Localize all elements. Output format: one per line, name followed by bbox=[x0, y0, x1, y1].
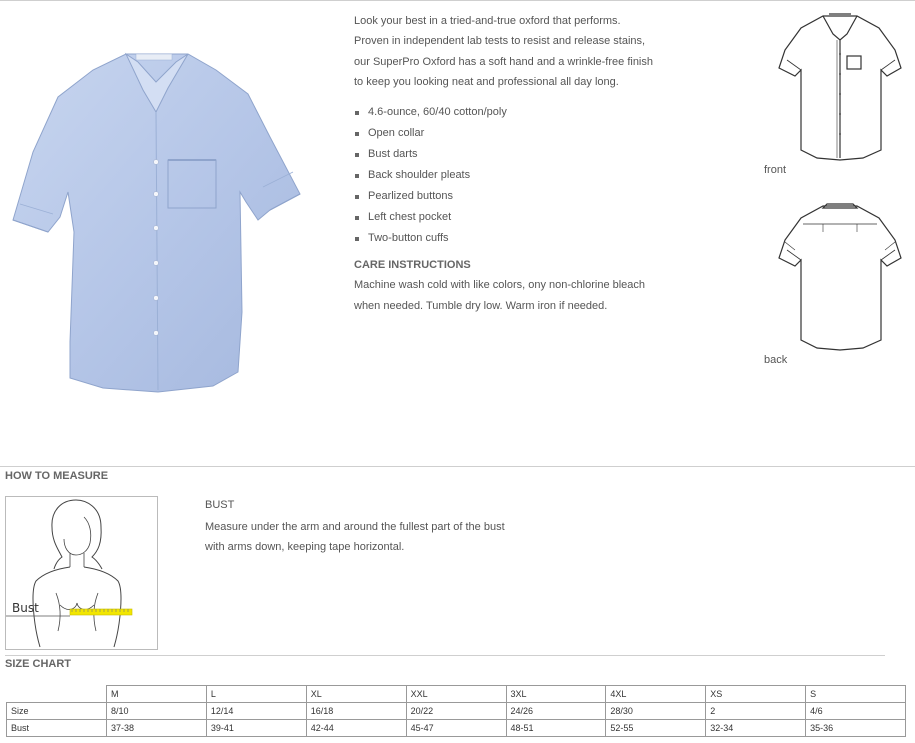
table-cell: 42-44 bbox=[306, 720, 406, 737]
measure-diagram bbox=[5, 496, 158, 650]
table-cell: 8/10 bbox=[107, 703, 207, 720]
bust-callout-label: Bust bbox=[12, 601, 39, 615]
care-heading: CARE INSTRUCTIONS bbox=[354, 259, 471, 272]
table-cell: 48-51 bbox=[506, 720, 606, 737]
table-cell: 37-38 bbox=[107, 720, 207, 737]
section-divider bbox=[0, 466, 915, 467]
description-line: Proven in independent lab tests to resist and release stains, bbox=[354, 35, 646, 48]
size-column-header: 3XL bbox=[506, 686, 606, 703]
table-cell: 35-36 bbox=[806, 720, 906, 737]
description-line: to keep you looking neat and professional all day long. bbox=[354, 75, 619, 88]
size-column-header: XS bbox=[706, 686, 806, 703]
shirt-product-image bbox=[8, 42, 303, 397]
size-column-header: 4XL bbox=[606, 686, 706, 703]
feature-item: Bust darts bbox=[354, 144, 684, 165]
bust-heading: BUST bbox=[205, 499, 235, 511]
feature-item: Back shoulder pleats bbox=[354, 165, 684, 186]
back-flat-sketch bbox=[775, 200, 905, 352]
table-row bbox=[7, 703, 906, 720]
product-description bbox=[354, 11, 684, 316]
table-cell: 4/6 bbox=[806, 703, 906, 720]
table-cell: 24/26 bbox=[506, 703, 606, 720]
care-line: when needed. Tumble dry low. Warm iron if needed. bbox=[354, 299, 608, 312]
table-corner bbox=[7, 686, 107, 703]
how-to-measure-heading: HOW TO MEASURE bbox=[5, 470, 109, 482]
size-chart-divider bbox=[5, 655, 885, 656]
bust-instruction-line: Measure under the arm and around the fullest part of the bust bbox=[205, 521, 505, 533]
table-cell: 45-47 bbox=[406, 720, 506, 737]
feature-item: Pearlized buttons bbox=[354, 186, 684, 207]
size-column-header: XXL bbox=[406, 686, 506, 703]
row-label: Bust bbox=[7, 720, 107, 737]
size-column-header: M bbox=[107, 686, 207, 703]
care-line: Machine wash cold with like colors, ony non-chlorine bleach bbox=[354, 279, 646, 292]
bust-tape-measure bbox=[6, 497, 157, 649]
description-line: Look your best in a tried-and-true oxford that performs. bbox=[354, 15, 621, 27]
description-line: our SuperPro Oxford has a soft hand and a wrinkle-free finish bbox=[354, 55, 653, 68]
table-cell: 16/18 bbox=[306, 703, 406, 720]
size-chart-table bbox=[6, 685, 906, 737]
size-column-header: L bbox=[206, 686, 306, 703]
feature-item: Two-button cuffs bbox=[354, 228, 684, 249]
feature-item: Left chest pocket bbox=[354, 207, 684, 228]
table-cell: 32-34 bbox=[706, 720, 806, 737]
table-cell: 52-55 bbox=[606, 720, 706, 737]
table-cell: 39-41 bbox=[206, 720, 306, 737]
size-column-header: S bbox=[806, 686, 906, 703]
bust-instructions bbox=[205, 517, 535, 558]
bust-instruction-line: with arms down, keeping tape horizontal. bbox=[205, 541, 405, 554]
table-row bbox=[7, 720, 906, 737]
back-label: back bbox=[764, 354, 788, 366]
table-cell: 20/22 bbox=[406, 703, 506, 720]
feature-list bbox=[354, 102, 684, 249]
table-cell: 12/14 bbox=[206, 703, 306, 720]
front-label: front bbox=[764, 164, 787, 176]
feature-item: 4.6-ounce, 60/40 cotton/poly bbox=[354, 102, 684, 123]
table-cell: 2 bbox=[706, 703, 806, 720]
size-header-row bbox=[7, 686, 906, 703]
front-flat-sketch bbox=[775, 10, 905, 162]
feature-item: Open collar bbox=[354, 123, 684, 144]
table-cell: 28/30 bbox=[606, 703, 706, 720]
row-label: Size bbox=[7, 703, 107, 720]
size-chart-heading: SIZE CHART bbox=[5, 658, 71, 670]
size-column-header: XL bbox=[306, 686, 406, 703]
top-divider bbox=[0, 0, 915, 1]
